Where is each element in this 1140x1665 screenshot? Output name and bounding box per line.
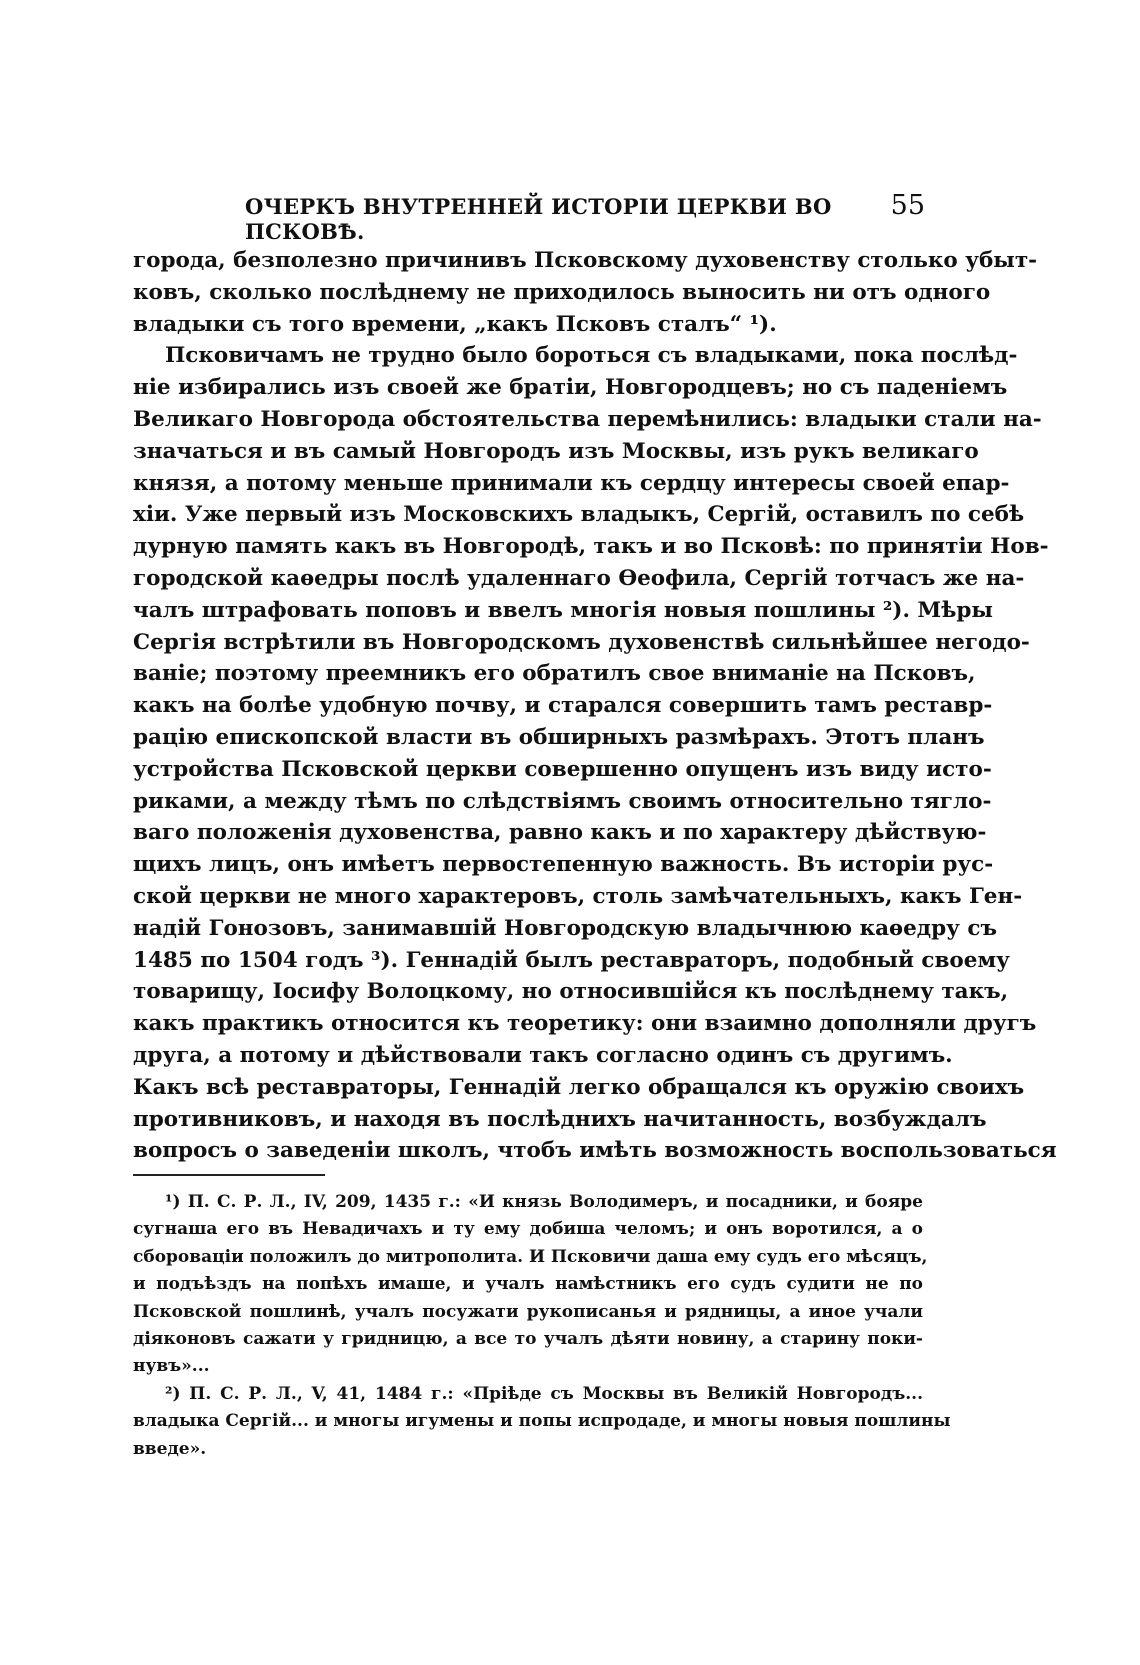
text-line: Сергія встрѣтили въ Новгородскомъ духовенствѣ сильнѣйшее негодо- — [133, 629, 1030, 655]
footnote-line: сугнаша его въ Невадичахъ и ту ему добиша челомъ; и онъ воротился, а о — [133, 1219, 923, 1240]
text-line: какъ на болѣе удобную почву, и старался совершить тамъ реставр- — [133, 693, 993, 719]
footnote-line: Псковской пошлинѣ, учалъ посужати рукописанья и рядницы, а иное учали — [133, 1301, 923, 1322]
text-line: щихъ лицъ, онъ имѣетъ первостепенную важность. Въ исторіи рус- — [133, 852, 994, 878]
text-line: городской каѳедры послѣ удаленнаго Ѳеофила, Сергій тотчасъ же на- — [133, 565, 1025, 591]
text-line: товарищу, Іосифу Волоцкому, но относившійся къ послѣднему такъ, — [133, 979, 1009, 1005]
text-line: риками, а между тѣмъ по слѣдствіямъ своимъ относительно тягло- — [133, 788, 992, 814]
footnote-line: ²) П. С. Р. Л., V, 41, 1484 г.: «Пріѣде съ Москвы въ Великій Новгородъ... — [165, 1383, 923, 1404]
text-line: значаться и въ самый Новгородъ изъ Москвы, изъ рукъ великаго — [133, 438, 979, 464]
footnote-line: сбороваціи положилъ до митрополита. И Псковичи даша ему судъ его мѣсяцъ, — [133, 1246, 928, 1267]
text-line: ской церкви не много характеровъ, столь замѣчательныхъ, какъ Ген- — [133, 883, 1023, 909]
text-line: города, безполезно причинивъ Псковскому духовенству столько убыт- — [133, 248, 1038, 273]
footnote-line: и подъѣздъ на попѣхъ имаше, и учалъ намѣстникъ его судъ судити не по — [133, 1274, 923, 1295]
text-line: друга, а потому и дѣйствовали такъ согласно одинъ съ другимъ. — [133, 1042, 953, 1068]
footnote-line: діяконовъ сажати у гридницю, а все то учалъ дѣяти новину, а старину поки- — [133, 1328, 923, 1349]
footnotes — [133, 1189, 951, 1463]
text-line: ковъ, сколько послѣднему не приходилось выносить ни отъ одного — [133, 279, 991, 305]
text-line: Великаго Новгорода обстоятельства перемѣнились: владыки стали на- — [133, 406, 1042, 432]
text-line: противниковъ, и находя въ послѣднихъ начитанность, возбуждалъ — [133, 1106, 987, 1132]
text-line: 1485 по 1504 годъ ³). Геннадій былъ реставраторъ, подобный своему — [133, 947, 1010, 973]
text-line: Какъ всѣ реставраторы, Геннадій легко обращался къ оружію своихъ — [133, 1074, 1025, 1100]
text-line: Псковичамъ не трудно было бороться съ владыками, пока послѣд- — [165, 343, 1018, 369]
text-line: хіи. Уже первый изъ Московскихъ владыкъ, Сергій, оставилъ по себѣ — [133, 502, 1025, 528]
text-line: рацію епископской власти въ обширныхъ размѣрахъ. Этотъ планъ — [133, 724, 985, 750]
page-header — [245, 190, 925, 244]
page-number: 55 — [890, 190, 925, 221]
text-line: ваніе; поэтому преемникъ его обратилъ свое вниманіе на Псковъ, — [133, 661, 976, 687]
text-line: какъ практикъ относится къ теоретику: они взаимно дополняли другъ — [133, 1011, 1037, 1037]
text-line: ніе избирались изъ своей же братіи, Новгородцевъ; но съ паденіемъ — [133, 375, 1008, 401]
text-line: дурную память какъ въ Новгородѣ, такъ и во Псковѣ: по принятіи Нов- — [133, 534, 1049, 560]
text-line: ваго положенія духовенства, равно какъ и по характеру дѣйствую- — [133, 820, 987, 846]
running-head: ОЧЕРКЪ ВНУТРЕННЕЙ ИСТОРІИ ЦЕРКВИ ВО ПСКОВѢ. — [245, 194, 832, 244]
footnote-line: введе». — [133, 1438, 207, 1459]
text-line: чалъ штрафовать поповъ и ввелъ многія новыя пошлины ²). Мѣры — [133, 597, 993, 623]
main-text — [133, 245, 1057, 1167]
text-line: владыки съ того времени, „какъ Псковъ сталъ“ ¹). — [133, 311, 777, 337]
footnote-line: ¹) П. С. Р. Л., IV, 209, 1435 г.: «И князь Володимеръ, и посадники, и бояре — [165, 1192, 923, 1212]
footnote-line: владыка Сергій... и многы игумены и попы испродаде, и многы новыя пошлины — [133, 1411, 951, 1432]
text-line: надій Гонозовъ, занимавшій Новгородскую владычнюю каѳедру съ — [133, 915, 997, 941]
text-line: устройства Псковской церкви совершенно опущенъ изъ виду исто- — [133, 756, 992, 782]
footnote-line: нувъ»... — [133, 1356, 210, 1377]
text-line: вопросъ о заведеніи школъ, чтобъ имѣть возможность воспользоваться — [133, 1138, 1057, 1164]
footnote-separator — [133, 1174, 325, 1176]
text-line: князя, а потому меньше принимали къ сердцу интересы своей епар- — [133, 470, 1010, 496]
